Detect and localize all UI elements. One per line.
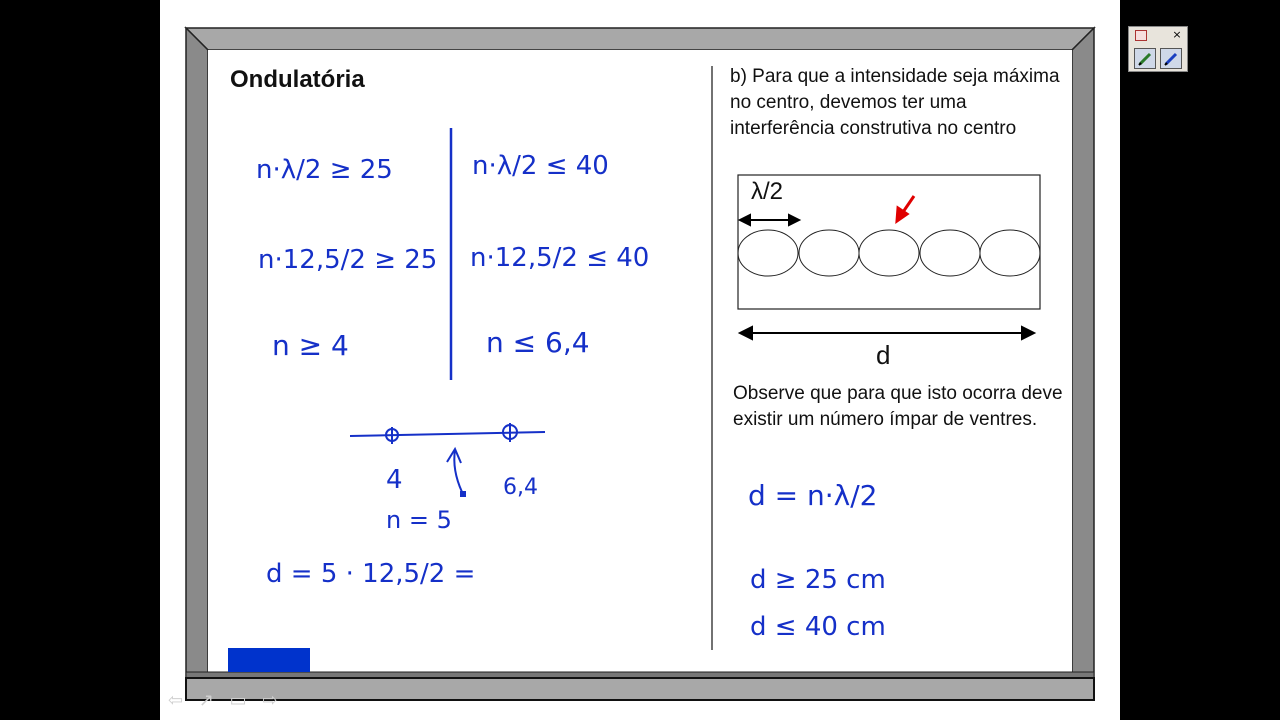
highlighter-icon[interactable] — [1160, 48, 1182, 69]
hw-left-2: n·12,5/2 ≥ 25 — [258, 245, 438, 275]
slide-nav-controls — [168, 690, 288, 714]
previous-icon[interactable]: ⇦ — [168, 690, 184, 711]
observe-text: Observe que para que isto ocorra deve existir um número ímpar de ventres. — [733, 383, 1063, 430]
chalk-tray — [186, 678, 1094, 700]
hw-left-3: n ≥ 4 — [272, 329, 349, 362]
part-b-text: b) Para que a intensidade seja máxima no centro, devemos ter uma interferência construtiva no centro — [730, 66, 1060, 139]
slide-title: Ondulatória — [230, 66, 365, 93]
blue-marker[interactable] — [228, 648, 310, 672]
hw-number-4: 4 — [386, 465, 403, 495]
hw-d-calc: d = 5 · 12,5/2 = — [266, 559, 476, 589]
hw-d-formula: d = n·λ/2 — [748, 479, 878, 512]
next-icon[interactable]: ⇨ — [262, 690, 278, 711]
frame-top — [186, 28, 1094, 50]
hw-n-equals-5: n = 5 — [386, 506, 452, 534]
pen-tool-icon[interactable]: ↗ — [198, 690, 214, 711]
menu-icon[interactable] — [1135, 30, 1147, 41]
hw-right-3: n ≤ 6,4 — [486, 326, 590, 359]
hw-d-max: d ≤ 40 cm — [750, 612, 886, 642]
hw-right-1: n·λ/2 ≤ 40 — [472, 151, 609, 181]
pen-toolbar — [1128, 26, 1188, 72]
close-icon[interactable]: × — [1172, 28, 1182, 41]
screen-icon[interactable]: ▭ — [229, 690, 247, 711]
frame-right — [1072, 28, 1094, 686]
hw-left-1: n·λ/2 ≥ 25 — [256, 155, 393, 185]
d-label: d — [876, 340, 891, 370]
hw-right-2: n·12,5/2 ≤ 40 — [470, 243, 650, 273]
hw-d-min: d ≥ 25 cm — [750, 565, 886, 595]
frame-left — [186, 28, 208, 686]
pen-icon[interactable] — [1134, 48, 1156, 69]
hw-number-64: 6,4 — [503, 475, 538, 500]
lambda-half-label: λ/2 — [751, 178, 784, 205]
